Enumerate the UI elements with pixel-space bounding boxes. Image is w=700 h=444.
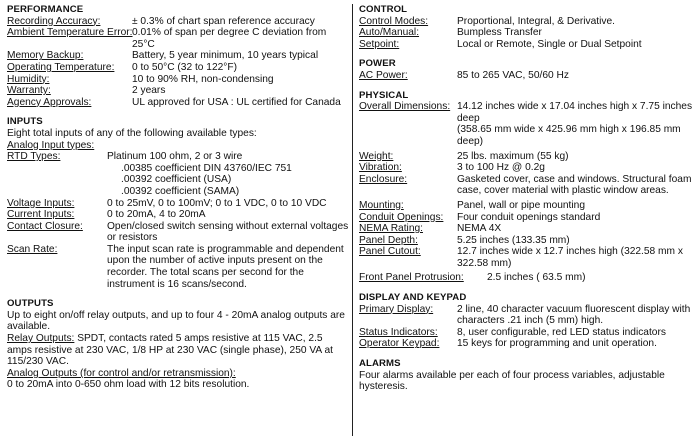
spec-row (359, 16, 695, 28)
spec-label: Operating Temperature: (7, 61, 115, 73)
spec-label: Warranty: (7, 85, 51, 97)
spec-value: NEMA 4X (457, 223, 502, 235)
relay-outputs-label: Relay Outputs: (7, 333, 75, 345)
spec-value: 2.5 inches ( 63.5 mm) (487, 272, 586, 284)
spec-row (359, 101, 695, 124)
spec-value: 0 to 25mV, 0 to 100mV; 0 to 1 VDC, 0 to 10 VDC (107, 197, 327, 209)
spec-row (359, 246, 695, 269)
spec-value: Panel, wall or pipe mounting (457, 199, 585, 211)
spec-label: Overall Dimensions: (359, 101, 451, 113)
display-section (359, 292, 695, 350)
spec-row (359, 174, 695, 197)
spec-value: 2 years (132, 85, 166, 97)
spec-value: Platinum 100 ohm, 2 or 3 wire (107, 151, 243, 163)
power-heading: POWER (359, 58, 396, 70)
alarms-text: Four alarms available per each of four process variables, adjustable hysteresis. (359, 369, 665, 393)
spec-value: Proportional, Integral, & Derivative. (457, 15, 615, 27)
control-section (359, 4, 695, 50)
spec-value: Open/closed switch sensing without external voltages or resistors (107, 220, 349, 244)
display-heading: DISPLAY AND KEYPAD (359, 292, 467, 304)
spec-label: Ambient Temperature Error: (7, 27, 133, 39)
column-divider (352, 4, 353, 436)
spec-label: Panel Depth: (359, 234, 418, 246)
spec-row (359, 70, 695, 82)
spec-value: 12.7 inches wide x 12.7 inches high (322.58 mm x 322.58 mm) (457, 246, 683, 269)
spec-value: 0.01% of span per degree C deviation from 25°C (132, 27, 327, 50)
spec-label: Control Modes: (359, 15, 429, 27)
spec-row (359, 235, 695, 247)
spec-label: Setpoint: (359, 38, 400, 50)
right-column (359, 4, 695, 401)
spec-label: Status Indicators: (359, 326, 438, 338)
spec-row (7, 16, 349, 28)
spec-value: 2 line, 40 character vacuum fluorescent display with characters .21 inch (5 mm) high. (457, 303, 691, 327)
relay-outputs-text: SPDT, contacts rated 5 amps resistive at 115 VAC, 2.5 amps resistive at 230 VAC, 1/8 HP at 230 VAC (single phase), 250 VA at 115/230 VAC. (7, 333, 333, 368)
spec-label: Recording Accuracy: (7, 15, 101, 27)
spec-label: Humidity: (7, 73, 50, 85)
spec-label: AC Power: (359, 69, 408, 81)
physical-section (359, 90, 695, 285)
spec-label: Front Panel Protrusion: (359, 272, 464, 284)
spec-label: Enclosure: (359, 173, 408, 185)
spec-row (359, 304, 695, 327)
spec-value: 25 lbs. maximum (55 kg) (457, 150, 569, 162)
spec-row (7, 244, 349, 290)
analog-input-types-label: Analog Input types: (7, 139, 95, 151)
spec-row (7, 62, 349, 74)
spec-label: Auto/Manual: (359, 27, 420, 39)
spec-row (7, 27, 349, 50)
spec-row (359, 223, 695, 235)
spec-row (7, 97, 349, 109)
relay-outputs-paragraph (7, 333, 349, 368)
spec-label: Vibration: (359, 162, 402, 174)
spec-row (359, 212, 695, 224)
spec-row (359, 151, 695, 163)
power-section (359, 58, 695, 81)
analog-outputs-text: 0 to 20mA into 0-650 ohm load with 12 bits resolution. (7, 379, 250, 391)
performance-section (7, 4, 349, 108)
control-heading: CONTROL (359, 4, 408, 15)
spec-row (7, 198, 349, 210)
inputs-section (7, 116, 349, 290)
spec-row (7, 85, 349, 97)
spec-row (359, 162, 695, 174)
spec-value: ± 0.3% of chart span reference accuracy (132, 15, 315, 27)
spec-value: 14.12 inches wide x 17.04 inches high x 7.75 inches deep (457, 101, 693, 124)
outputs-heading: OUTPUTS (7, 298, 54, 310)
outputs-intro: Up to eight on/off relay outputs, and up to four 4 - 20mA analog outputs are available. (7, 309, 345, 333)
spec-value: Local or Remote, Single or Dual Setpoint (457, 38, 642, 50)
spec-value: 15 keys for programming and unit operation. (457, 338, 657, 350)
spec-row (7, 221, 349, 244)
spec-value: The input scan rate is programmable and dependent upon the number of active inputs present on the recorder. The total scans per second for the instrument is 16 scans/second. (107, 243, 344, 290)
spec-value: UL approved for USA : UL certified for Canada (132, 96, 341, 108)
spec-value: 8, user configurable, red LED status indicators (457, 326, 666, 338)
spec-value: 3 to 100 Hz @ 0.2g (457, 162, 545, 174)
spec-row (7, 74, 349, 86)
spec-label: Panel Cutout: (359, 246, 421, 258)
spec-row (7, 50, 349, 62)
performance-heading: PERFORMANCE (7, 4, 84, 15)
spec-value: Bumpless Transfer (457, 27, 542, 39)
spec-value: 5.25 inches (133.35 mm) (457, 234, 570, 246)
rtd-sub-item: .00385 coefficient DIN 43760/IEC 751 (121, 162, 292, 174)
spec-row (359, 200, 695, 212)
spec-value: 10 to 90% RH, non-condensing (132, 73, 274, 85)
spec-label: NEMA Rating: (359, 223, 423, 235)
spec-label: Operator Keypad: (359, 338, 440, 350)
spec-value: 85 to 265 VAC, 50/60 Hz (457, 69, 569, 81)
alarms-section (359, 358, 695, 393)
analog-outputs-label: Analog Outputs (for control and/or retransmission): (7, 367, 236, 379)
spec-label: Contact Closure: (7, 220, 83, 232)
spec-label: Primary Display: (359, 303, 434, 315)
inputs-heading: INPUTS (7, 116, 43, 128)
spec-row (359, 327, 695, 339)
spec-value: Gasketed cover, case and windows. Structural foam case, cover material with plastic window areas. (457, 173, 692, 197)
left-column (7, 4, 349, 399)
spec-value: Battery, 5 year minimum, 10 years typical (132, 50, 319, 62)
inputs-intro: Eight total inputs of any of the following available types: (7, 127, 257, 139)
spec-label: Mounting: (359, 199, 404, 211)
spec-row (7, 151, 349, 163)
spec-row (359, 338, 695, 350)
spec-row (7, 209, 349, 221)
physical-heading: PHYSICAL (359, 89, 409, 101)
spec-label: Conduit Openings: (359, 211, 444, 223)
spec-label: Memory Backup: (7, 50, 84, 62)
alarms-heading: ALARMS (359, 358, 401, 370)
spec-label: Current Inputs: (7, 209, 75, 221)
spec-value: 0 to 20mA, 4 to 20mA (107, 209, 206, 221)
spec-row (359, 27, 695, 39)
dims-metric: (358.65 mm wide x 425.96 mm high x 196.85 mm deep) (457, 124, 681, 147)
rtd-sub-item: .00392 coefficient (USA) (121, 174, 232, 186)
outputs-section (7, 298, 349, 391)
rtd-sub-item: .00392 coefficient (SAMA) (121, 185, 240, 197)
spec-label: Agency Approvals: (7, 96, 92, 108)
spec-row (359, 39, 695, 51)
spec-row (359, 272, 695, 284)
spec-label: Weight: (359, 150, 394, 162)
spec-label: Scan Rate: (7, 243, 58, 255)
spec-label: Voltage Inputs: (7, 197, 75, 209)
spec-value: 0 to 50°C (32 to 122°F) (132, 61, 237, 73)
spec-value: Four conduit openings standard (457, 211, 601, 223)
spec-label: RTD Types: (7, 151, 61, 163)
